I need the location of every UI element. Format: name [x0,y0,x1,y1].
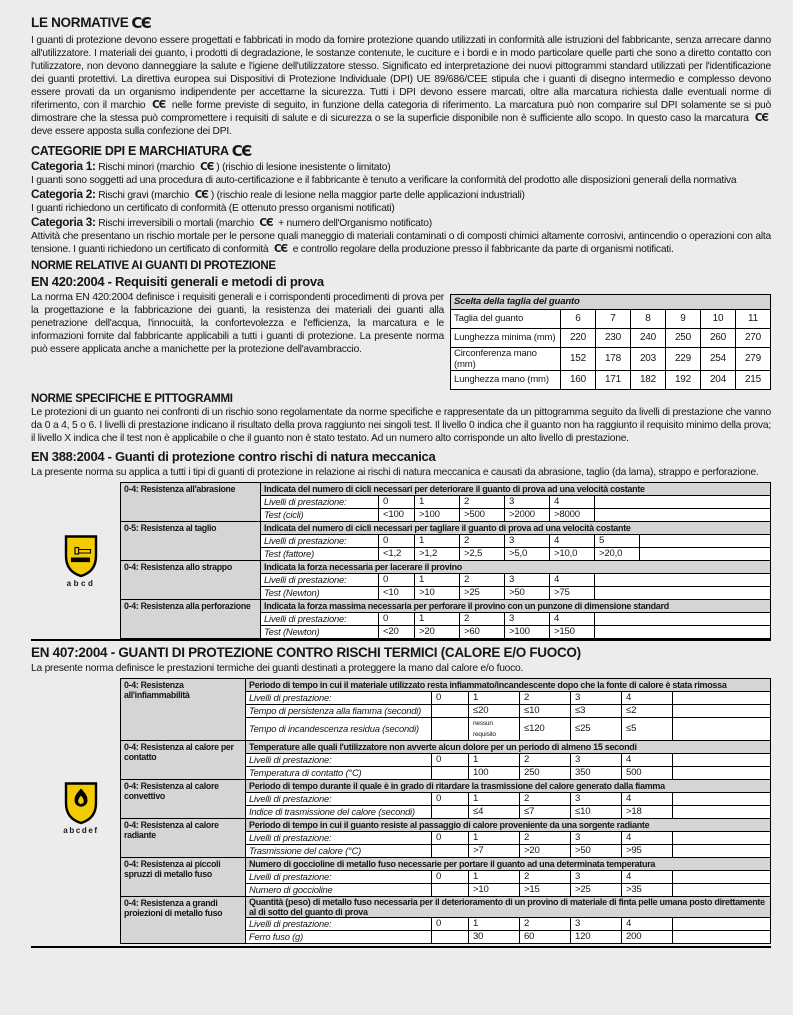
snum: 160 [560,370,595,389]
num: >95 [622,844,673,857]
num: 3 [571,691,622,704]
heading-le-normative [31,13,771,31]
num: 0 [379,495,415,508]
snum: 7 [595,309,630,328]
row-label: Tempo di incandescenza residua (secondi) [246,717,432,740]
shield-icon [63,781,99,825]
num: 1 [469,831,520,844]
num: 1 [469,753,520,766]
num [673,917,771,930]
row-label: Livelli di prestazione: [261,612,379,625]
num: 2 [520,831,571,844]
num: 4 [550,573,595,586]
num: >25 [460,586,505,599]
table-row [121,818,771,831]
en388-table-grid [120,482,771,639]
srow-label: Lunghezza mano (mm) [450,370,560,389]
snum: 204 [700,370,735,389]
num: 3 [505,495,550,508]
categoria-2-text: Rischi gravi (marchio CЄ ) (rischio reale di lesione nella maggior parte delle applicazioni industriali) [95,188,525,201]
en420-section [31,291,771,390]
desc: Periodo di tempo in cui il guanto resiste al passaggio di calore proveniente da una sorgente radiante [246,818,771,831]
num: 4 [622,870,673,883]
num: >35 [622,883,673,896]
num: ≤2 [622,704,673,717]
num: >8000 [550,508,595,521]
desc: Indicata del numero di cicli necessari per deteriorare il guanto di prova ad una velocità costante [261,482,771,495]
heading-norme-specifiche: NORME SPECIFICHE E PITTOGRAMMI [31,392,233,405]
num: 4 [622,753,673,766]
num: 100 [469,766,520,779]
table-row [450,328,770,347]
num: 120 [571,930,622,943]
num: 2 [460,612,505,625]
num: 2 [520,753,571,766]
row-label: Tempo di persistenza alla fiamma (secondi) [246,704,432,717]
num: 1 [415,495,460,508]
table-row [121,779,771,792]
num [673,844,771,857]
num: 0 [432,917,469,930]
num [432,930,469,943]
num: 350 [571,766,622,779]
snum: 182 [630,370,665,389]
heading-en407: EN 407:2004 - GUANTI DI PROTEZIONE CONTRO RISCHI TERMICI (CALORE E/O FUOCO) [31,644,581,660]
num: >20 [520,844,571,857]
num: 4 [622,831,673,844]
num: 0 [432,792,469,805]
paragraph-en407: La presente norma definisce le prestazioni termiche dei guanti destinati a proteggere la mano dal calore e/o fuoco. [31,662,524,674]
row-label: Livelli di prestazione: [246,753,432,766]
num [595,495,771,508]
num: 1 [469,870,520,883]
categoria-3-note: Attività che presentano un rischio mortale per le persone quali maneggio di materiali contaminati o di composti chimici altamente corrosivi, antincendio o operazioni con alta tensione. I guanti richiedono un certificato di conformità CЄ e controllo regolare della produzione presso il fabbricante da parte di organismi notificati. [31,231,771,256]
blk-label: 0-4: Resistenza all'infiammabilità [121,678,246,740]
num [595,586,771,599]
categoria-1-note: I guanti sono soggetti ad una procedura di auto-certificazione e il fabbricante è tenuto a verificare la conformità del prodotto alle disposizioni generali della normativa [31,175,737,187]
table-row [450,347,770,370]
num: 1 [415,534,460,547]
num [640,547,771,560]
heading-en420: EN 420:2004 - Requisiti generali e metodi di prova [31,273,324,289]
num [673,704,771,717]
num: ≤10 [520,704,571,717]
num: >25 [571,883,622,896]
num: 3 [571,792,622,805]
num: 0 [379,534,415,547]
num: 2 [520,792,571,805]
num: 60 [520,930,571,943]
num [432,883,469,896]
num [673,883,771,896]
num: ≤3 [571,704,622,717]
shield-icon [63,534,99,578]
num: >7 [469,844,520,857]
row-label: Livelli di prestazione: [261,495,379,508]
row-label: Livelli di prestazione: [246,870,432,883]
snum: 171 [595,370,630,389]
table-row [450,309,770,328]
paragraph-normative: I guanti di protezione devono essere progettati e fabbricati in modo da fornire protezione quando utilizzati in conformità alle istruzioni del fabbricante, senza arrecare danno all'utilizzatore. I materiali dei guanto, i prodotti di degradazione, le sostanze contenute, le cuciture e i bordi e in modo particolare quelle parti che sono a diretto contatto con l'utilizzatore, non devono danneggiare la salute e l'igiene dell'utilizzatore stesso. Significato ed interpretazione dei nuovi pittogrammi standard utilizzati per l'identificazione dei guanti protettivi. La direttiva europea sui Dispositivi di Protezione Individuale (DPI) UE 89/686/CEE stipula che i guanti di disegno intermedio e complesso devono essere provati da un organismo indipendente per accettarne la sicurezza. Tutti i DPI devono essere marcati, oltre alla marcatura richiesta dalle eventuali norme di riferimento, con il marchio CЄ nelle forme previste di seguito, in funzione della categoria di riferimento. La marcatura può non comparire sul DPI solamente se si può dimostrare che la stessa può compromettere i requisiti di salute e di sicurezza o se la superficie disponibile non è sufficiente allo scopo. In questo caso la marcatura CЄ deve essere apposta sulla confezione dei DPI. [31,35,771,137]
num: 1 [469,917,520,930]
num [432,844,469,857]
row-label: Livelli di prestazione: [246,691,432,704]
num: 5 [595,534,640,547]
row-label: Test (fattore) [261,547,379,560]
num: >2000 [505,508,550,521]
en407-table [120,678,771,944]
blk-label: 0-4: Resistenza al calore radiante [121,818,246,857]
num [595,625,771,638]
num [673,870,771,883]
row-label: Numero di goccioline [246,883,432,896]
en407-table-zone [31,678,771,944]
num: 250 [520,766,571,779]
num [595,573,771,586]
categoria-1-text: Rischi minori (marchio CЄ ) (rischio di lesione inesistente o limitato) [95,161,391,173]
table-row [121,482,771,495]
num [673,792,771,805]
paragraph-en420: La norma EN 420:2004 definisce i requisiti generali e i corrispondenti procedimenti di prova per la progettazione e la fabbricazione dei guanti, la resistenza dei materiali dei guanti alla penetrazione dell'acqua, l'innocuità, la confortevolezza e l'efficienza, la marcatura e le informazioni fornite dal fabbricante applicabili a tutti i guanti di protezione. La presente norma può essere applicata anche a manichette per la protezione dell'avambraccio. [31,291,444,355]
size-table [450,294,771,390]
desc: Numero di goccioline di metallo fuso necessarie per portare il guanto ad una determinata temperatura [246,857,771,870]
num: 2 [460,534,505,547]
en407-table-grid [120,678,771,944]
blk-label: 0-4: Resistenza a grandi proiezioni di metallo fuso [121,896,246,943]
categoria-2-note: I guanti richiedono un certificato di conformità (E ottenuto presso organismi notificati) [31,203,395,215]
num [673,753,771,766]
heading-text: LE NORMATIVE [31,15,129,30]
blk-label: 0-4: Resistenza alla perforazione [121,599,261,638]
ce-mark-icon: CЄ [152,99,166,111]
num: >10 [415,586,460,599]
num: 200 [622,930,673,943]
blk-label: 0-4: Resistenza al calore per contatto [121,740,246,779]
row-label: Ferro fuso (g) [246,930,432,943]
num: 4 [550,534,595,547]
num [673,691,771,704]
en388-pictogram [49,534,113,588]
num: 30 [469,930,520,943]
snum: 250 [665,328,700,347]
snum: 152 [560,347,595,370]
num [432,717,469,740]
num [595,508,771,521]
paragraph-norme-specifiche: Le protezioni di un guanto nei confronti di un rischio sono regolamentate da norme specifiche e rappresentate da un pittogramma seguito da livelli di prestazione che vanno da 0 a 4, 5 o 6. I livelli di prestazione indicano il risultato della prova raggiunto nei singoli test. Il livello 0 indica che il guanto non ha raggiunto il requisito minimo della prova; il livello X indica che il test non è applicabile o che il guanto non è stato testato. Ad un numero alto corrisponde un alto livello di prestazione. [31,406,771,444]
num: >1,2 [415,547,460,560]
categoria-2-line [31,188,771,202]
desc: Indicata la forza necessaria per lacerare il provino [261,560,771,573]
num: >2,5 [460,547,505,560]
desc: Quantità (peso) di metallo fuso necessaria per il deterioramento di un provino di materiale di finta pelle umana posto direttamente al di sotto del guanto di prova [246,896,771,917]
row-label: Test (cicli) [261,508,379,521]
categoria-3-line [31,216,771,230]
row-label: Livelli di prestazione: [246,792,432,805]
pictogram-letters: abcd [66,578,96,588]
num: 1 [415,573,460,586]
num [640,534,771,547]
snum: 260 [700,328,735,347]
ce-mark-icon: CЄ [131,13,151,32]
heading-en388: EN 388:2004 - Guanti di protezione contro rischi di natura meccanica [31,448,436,464]
desc: Indicata la forza massima necessaria per perforare il provino con un punzone di dimensione standard [261,599,771,612]
snum: 279 [735,347,770,370]
num: 1 [469,792,520,805]
num: ≤4 [469,805,520,818]
num: 1 [415,612,460,625]
num: 2 [460,573,505,586]
num: ≤10 [571,805,622,818]
snum: 8 [630,309,665,328]
num [432,766,469,779]
num: 2 [520,691,571,704]
num [432,805,469,818]
table-row [121,896,771,917]
table-row [121,521,771,534]
row-label: Trasmissione del calore (°C) [246,844,432,857]
num: 4 [550,495,595,508]
num: <1,2 [379,547,415,560]
snum: 178 [595,347,630,370]
categoria-2-label: Categoria 2: [31,186,96,201]
en407-pictogram [49,781,113,835]
srow-label: Taglia del guanto [450,309,560,328]
size-table-grid [450,294,771,390]
ce-mark-icon: CЄ [273,243,288,256]
num: 3 [505,534,550,547]
row-label: Temperatura di contatto (°C) [246,766,432,779]
num: >60 [460,625,505,638]
categoria-3-label: Categoria 3: [31,214,96,229]
num: >500 [460,508,505,521]
row-label: Test (Newton) [261,586,379,599]
section-divider [31,946,771,948]
row-label: Indice di trasmissione del calore (secondi) [246,805,432,818]
table-row [121,599,771,612]
num: >10 [469,883,520,896]
num: 4 [622,917,673,930]
num: >150 [550,625,595,638]
num: 0 [432,691,469,704]
snum: 10 [700,309,735,328]
categoria-1-label: Categoria 1: [31,159,96,173]
desc: Temperature alle quali l'utilizzatore non avverte alcun dolore per un periodo di almeno 15 secondi [246,740,771,753]
num: 1 [469,691,520,704]
num: 3 [571,753,622,766]
snum: 254 [700,347,735,370]
num: ≤5 [622,717,673,740]
num [673,717,771,740]
num: 2 [460,495,505,508]
num [673,766,771,779]
categoria-3-text: Rischi irreversibili o mortali (marchio CЄ + numero dell'Organismo notificato) [95,216,432,229]
num: <100 [379,508,415,521]
num [673,930,771,943]
num: 4 [622,792,673,805]
snum: 9 [665,309,700,328]
row-label: Livelli di prestazione: [261,534,379,547]
en388-table-zone [31,482,771,639]
pictogram-letters: abcdef [63,825,99,835]
num: ≤7 [520,805,571,818]
srow-label: Lunghezza minima (mm) [450,328,560,347]
num: 4 [550,612,595,625]
num: >5,0 [505,547,550,560]
num: >100 [505,625,550,638]
num: <10 [379,586,415,599]
row-label: Livelli di prestazione: [246,917,432,930]
num [432,704,469,717]
num [673,805,771,818]
snum: 229 [665,347,700,370]
ce-mark-icon: CЄ [200,161,214,173]
num: ≤25 [571,717,622,740]
table-row [450,294,770,309]
paragraph-en388: La presente norma su applica a tutti i tipi di guanti di protezione in relazione ai rischi di natura meccanica e causati da abrasione, taglio (da lama), strappo e perforazione. [31,466,759,478]
blk-label: 0-5: Resistenza al taglio [121,521,261,560]
desc: Periodo di tempo durante il quale è in grado di ritardare la trasmissione del calore generato dalla fiamma [246,779,771,792]
num: 0 [432,831,469,844]
num: 500 [622,766,673,779]
blk-label: 0-4: Resistenza all'abrasione [121,482,261,521]
categoria-1-line [31,160,771,174]
srow-label: Circonferenza mano (mm) [450,347,560,370]
cap: Scelta della taglia del guanto [450,294,770,309]
num: 4 [622,691,673,704]
num: 2 [520,917,571,930]
num [673,831,771,844]
desc: Periodo di tempo in cui il materiale utilizzato resta infiammato/incandescente dopo che la fonte di calore è stata rimossa [246,678,771,691]
ce-mark-icon: CЄ [194,188,208,201]
table-row [121,678,771,691]
table-row [121,740,771,753]
num: 2 [520,870,571,883]
snum: 230 [595,328,630,347]
snum: 11 [735,309,770,328]
num: >100 [415,508,460,521]
num: >18 [622,805,673,818]
blk-label: 0-4: Resistenza al calore convettivo [121,779,246,818]
num: 0 [379,612,415,625]
num: ≤120 [520,717,571,740]
row-label: Livelli di prestazione: [261,573,379,586]
heading-norme-relative: NORME RELATIVE AI GUANTI DI PROTEZIONE [31,259,276,272]
num: >50 [505,586,550,599]
table-row [450,370,770,389]
num: >10,0 [550,547,595,560]
blk-label: 0-4: Resistenza ai piccoli spruzzi di metallo fuso [121,857,246,896]
num: 0 [432,753,469,766]
table-row [121,560,771,573]
heading-categorie [31,141,771,159]
heading-text: CATEGORIE DPI E MARCHIATURA [31,144,229,158]
section-divider [31,639,771,641]
num: >20 [415,625,460,638]
snum: 192 [665,370,700,389]
num: >15 [520,883,571,896]
snum: 6 [560,309,595,328]
snum: 215 [735,370,770,389]
snum: 240 [630,328,665,347]
ce-mark-icon: CЄ [754,112,768,124]
num: nessun requisito [469,717,520,740]
num: 3 [505,612,550,625]
row-label: Livelli di prestazione: [246,831,432,844]
ce-mark-icon: CЄ [259,216,273,229]
num: 0 [432,870,469,883]
num: 3 [505,573,550,586]
en388-table [120,482,771,639]
desc: Indicata del numero di cicli necessari per tagliare il guanto di prova ad una velocità costante [261,521,771,534]
snum: 270 [735,328,770,347]
table-row [121,857,771,870]
blk-label: 0-4: Resistenza allo strappo [121,560,261,599]
num: 3 [571,870,622,883]
num: 0 [379,573,415,586]
snum: 220 [560,328,595,347]
row-label: Test (Newton) [261,625,379,638]
num: 3 [571,831,622,844]
snum: 203 [630,347,665,370]
num: <20 [379,625,415,638]
num: 3 [571,917,622,930]
num: >20,0 [595,547,640,560]
ce-mark-icon: CЄ [231,141,251,160]
num: ≤20 [469,704,520,717]
num: >50 [571,844,622,857]
num: >75 [550,586,595,599]
num [595,612,771,625]
